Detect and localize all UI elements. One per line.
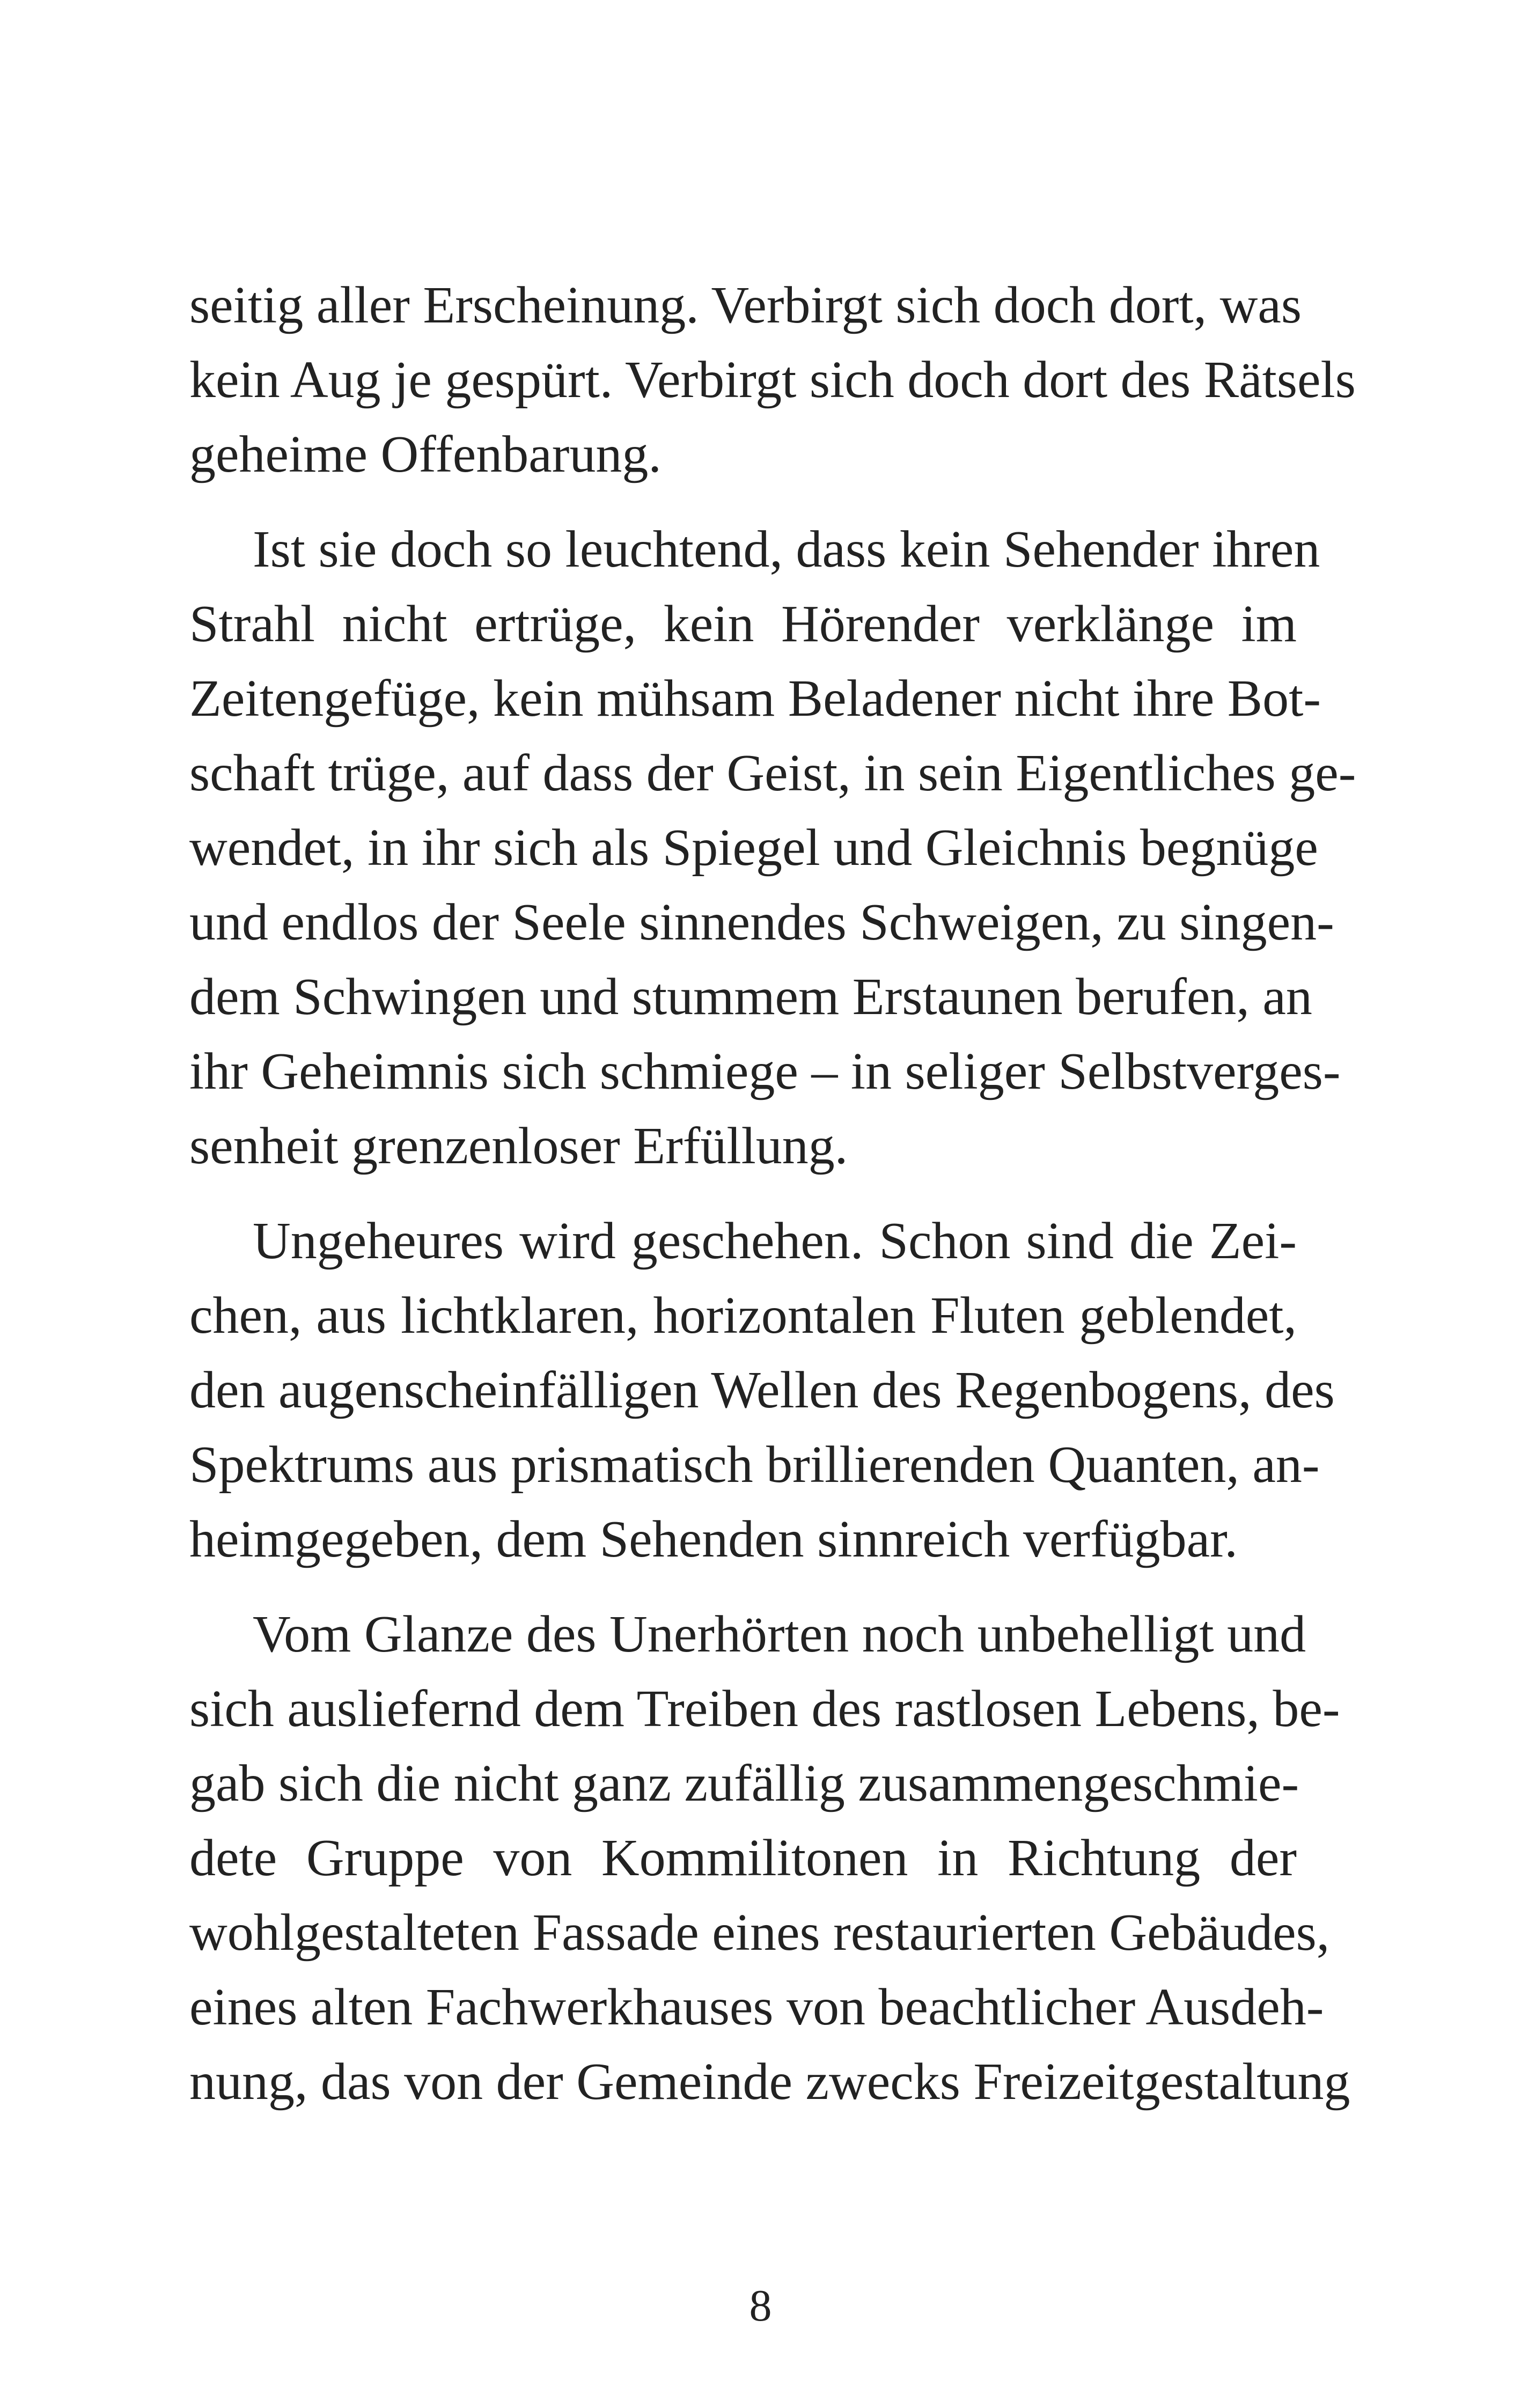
text-line: eines alten Fachwerkhauses von beachtlicher Ausdeh- — [189, 1978, 1324, 2036]
text-line: senheit grenzenloser Erfüllung. — [189, 1117, 848, 1175]
page-number: 8 — [749, 2281, 772, 2331]
text-line: ihr Geheimnis sich schmiege – in seliger Selbstverges- — [189, 1043, 1341, 1100]
text-line: den augenscheinfälligen Wellen des Regenbogens, des — [189, 1361, 1335, 1419]
text-line: schaft trüge, auf dass der Geist, in sein Eigentliches ge- — [189, 744, 1356, 802]
text-line: Zeitengefüge, kein mühsam Beladener nicht ihre Bot- — [189, 670, 1321, 728]
text-line: sich ausliefernd dem Treiben des rastlosen Lebens, be- — [189, 1680, 1340, 1738]
text-line: nung, das von der Gemeinde zwecks Freizeitgestaltung — [189, 2053, 1350, 2111]
text-line: dem Schwingen und stummem Erstaunen berufen, an — [189, 968, 1312, 1026]
text-line: chen, aus lichtklaren, horizontalen Fluten geblendet, — [189, 1287, 1297, 1345]
text-line: dete Gruppe von Kommilitonen in Richtung der — [189, 1829, 1297, 1887]
paragraph — [189, 1597, 1350, 2119]
body-text — [189, 268, 1356, 2119]
text-line: gab sich die nicht ganz zufällig zusammengeschmie- — [189, 1754, 1299, 1812]
text-line: wendet, in ihr sich als Spiegel und Gleichnis begnüge — [189, 819, 1318, 877]
text-line: und endlos der Seele sinnendes Schweigen, zu singen- — [189, 893, 1334, 951]
paragraph — [189, 512, 1356, 1184]
text-line: geheime Offenbarung. — [189, 425, 662, 483]
text-line: Ungeheures wird geschehen. Schon sind die Zei- — [253, 1212, 1297, 1270]
text-line: wohlgestalteten Fassade eines restaurierten Gebäudes, — [189, 1904, 1330, 1962]
text-line: heimgegeben, dem Sehenden sinnreich verfügbar. — [189, 1510, 1238, 1568]
text-line: Vom Glanze des Unerhörten noch unbehelligt und — [253, 1605, 1306, 1663]
text-line: kein Aug je gespürt. Verbirgt sich doch dort des Rätsels — [189, 351, 1356, 409]
paragraph — [189, 268, 1356, 492]
text-line: Strahl nicht ertrüge, kein Hörender verklänge im — [189, 595, 1297, 653]
text-line: Ist sie doch so leuchtend, dass kein Sehender ihren — [253, 520, 1320, 578]
paragraph — [189, 1204, 1335, 1577]
text-line: Spektrums aus prismatisch brillierenden Quanten, an- — [189, 1436, 1320, 1494]
text-line: seitig aller Erscheinung. Verbirgt sich doch dort, was — [189, 276, 1302, 334]
